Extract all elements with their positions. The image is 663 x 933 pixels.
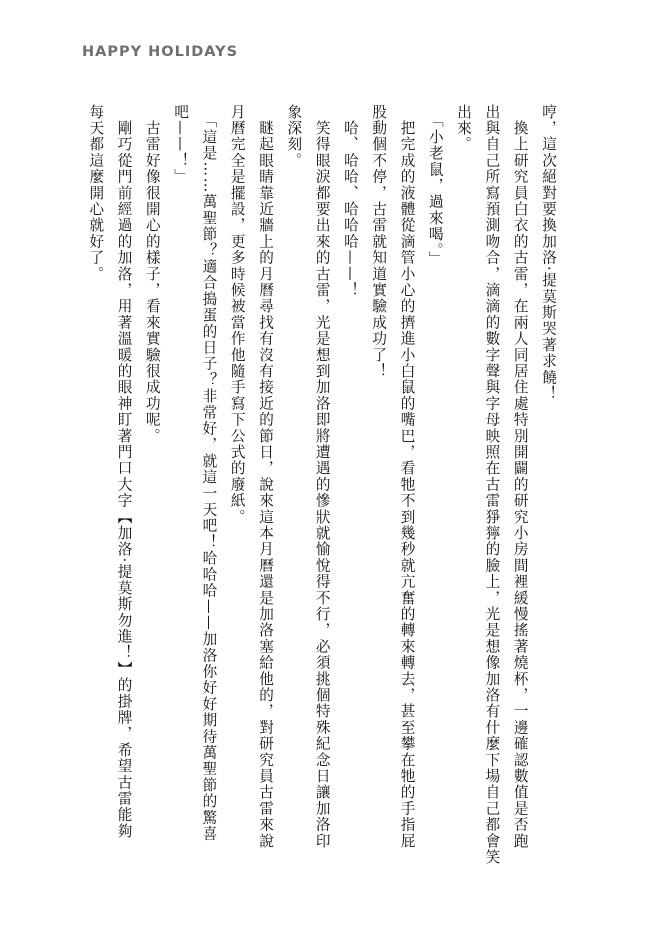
text-column: 瞇起眼睛靠近牆上的月曆尋找有沒有接近的節日，說來這本月曆還是加洛塞給他的，對研究員古雷來說 <box>257 104 275 850</box>
text-column: 出與自己所寫預測吻合，滴滴的數字聲與字母映照在古雷猙獰的臉上，光是想像加洛有什麼下場自己都會笑 <box>483 104 501 866</box>
text-column: 每天都這麼開心就好了。 <box>87 104 105 283</box>
text-column: 哈、哈哈、哈哈哈——！ <box>341 104 359 299</box>
text-column: 「這是……萬聖節？適合搗蛋的日子？非常好，就這一天吧！哈哈哈——加洛你好好期待萬聖節的驚喜 <box>200 104 218 842</box>
text-column: 股動個不停，古雷就知道實驗成功了！ <box>370 104 388 380</box>
text-column: 象深刻。 <box>285 104 303 169</box>
text-column: 剛巧從門前經過的加洛，用著溫暖的眼神盯著門口大字【加洛‧提莫斯勿進！】的掛牌，希望古雷能夠 <box>115 104 133 840</box>
text-column: 把完成的液體從滴管小心的擠進小白鼠的嘴巴，看牠不到幾秒就亢奮的轉來轉去，甚至攀在牠的手指屁 <box>398 104 416 850</box>
vertical-text-body <box>82 104 562 889</box>
text-column: 出來。 <box>455 104 473 153</box>
text-column: 吧——！」 <box>172 104 190 185</box>
text-column: 古雷好像很開心的樣子，看來實驗很成功呢。 <box>143 104 161 445</box>
text-column: 笑得眼淚都要出來的古雷，光是想到加洛即將遭遇的慘狀就愉悅得不行，必須挑個特殊紀念日讓加洛印 <box>313 104 331 850</box>
text-column: 哼，這次絕對要換加洛‧提莫斯哭著求饒！ <box>540 104 557 402</box>
text-column: 月曆完全是擺設，更多時候被當作他隨手寫下公式的廢紙。 <box>228 104 246 526</box>
text-column: 「小老鼠，過來喝。」 <box>426 104 444 268</box>
text-column: 換上研究員白衣的古雷，在兩人同居住處特別開闢的研究小房間裡緩慢搖著燒杯，一邊確認數值是否跑 <box>511 104 529 850</box>
running-header: HAPPY HOLIDAYS <box>82 44 239 60</box>
